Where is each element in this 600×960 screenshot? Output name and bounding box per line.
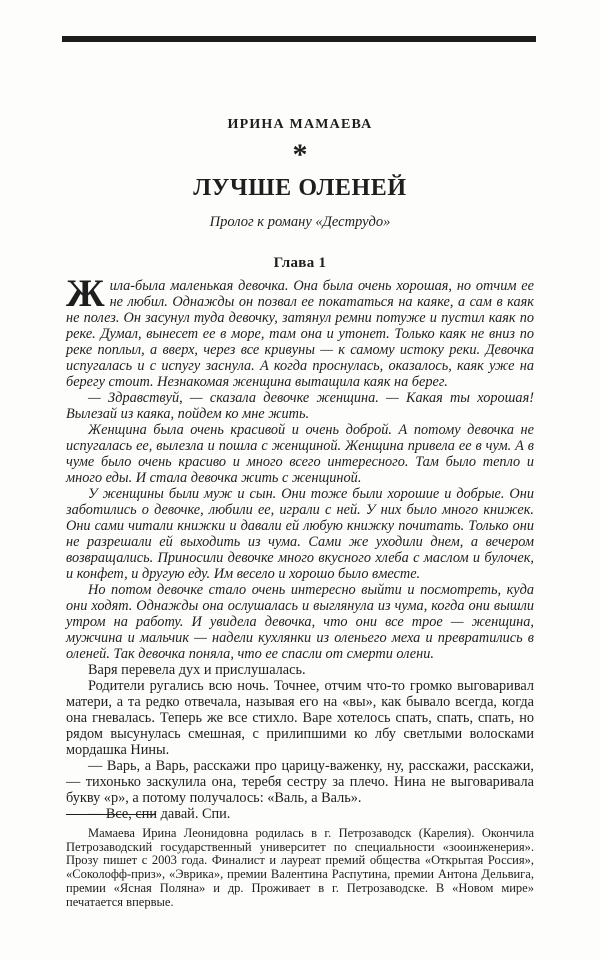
story-title: ЛУЧШЕ ОЛЕНЕЙ xyxy=(193,175,407,201)
author-name: ИРИНА МАМАЕВА xyxy=(227,117,373,132)
story-paragraph: — Варь, а Варь, расскажи про царицу-важенку, ну, расскажи, расскажи, — тихонько заскулила она, теребя сестру за плечо. Нина не выговаривала букву «р», а потому получалось: «Валь, а Валь». xyxy=(66,758,534,806)
story-paragraph: Родители ругались всю ночь. Точнее, отчим что-то громко выговаривал матери, а та редко отвечала, называя его на «вы», как бывало всегда, когда она гневалась. Теперь же все стихло. Варе хотелось спать, спать, спать, но рядом высунулась смешная, с прилипшими ко лбу светлыми волосками мордашка Нины. xyxy=(66,678,534,758)
header-double-rule xyxy=(62,36,536,42)
author-bio-footnote xyxy=(66,814,534,909)
asterisk-ornament: * xyxy=(292,138,308,171)
book-page xyxy=(0,36,600,960)
story-paragraph: Жила-была маленькая девочка. Она была очень хорошая, но отчим ее не любил. Однажды он позвал ее покататься на каяке, а сам в каяк не полез. Он засунул туда девочку, затянул ремни потуже и пустил каяк по реке. Думал, вынесет ее в море, там она и утонет. Только каяк не вниз по реке поплыл, а вверх, через все кривуны — к самому истоку реки. Девочка испугалась и с испугу заснула. А когда проснулась, оказалось, каяк уже на берегу стоит. Незнакомая женщина вытащила каяк на берег. xyxy=(66,272,534,390)
chapter-heading: Глава 1 xyxy=(273,255,327,271)
story-paragraph: Но потом девочке стало очень интересно выйти и посмотреть, куда они ходят. Однажды она ослушалась и выглянула из чума, когда они вышли утром на работу. И увидела девочка, что они все трое — женщина, мужчина и мальчик — надели кухлянки из оленьего меха и превратились в оленей. Так девочка поняла, что ее спасли от смерти олени. xyxy=(66,582,534,662)
story-paragraph: — Здравствуй, — сказала девочке женщина. — Какая ты хорошая! Вылезай из каяка, пойдем ко мне жить. xyxy=(66,390,534,422)
story-subtitle: Пролог к роману «Деструдо» xyxy=(209,214,391,230)
story-paragraph: У женщины были муж и сын. Они тоже были хорошие и добрые. Они заботились о девочке, любили ее, играли с ней. У них было много книжек. Они сами читали книжки и давали ей любую книжку почитать. Только они не разрешали ей выходить из чума. Сами же уходили днем, а вечером возвращались. Приносили девочке много вкусного хлеба с маслом и булочек, и конфет, и другую еду. Им весело и хорошо было вместе. xyxy=(66,486,534,582)
story-paragraph: Варя перевела дух и прислушалась. xyxy=(88,662,306,678)
story-text xyxy=(66,272,534,822)
story-paragraph: Женщина была очень красивой и очень доброй. А потому девочка не испугалась ее, вылезла и пошла с женщиной. Женщина привела ее в чум. А в чуме было очень красиво и много всего интересного. Там было тепло и много еды. И стала девочка жить с женщиной. xyxy=(66,422,534,486)
footnote-rule xyxy=(66,814,156,815)
story-paragraph: — Все, спи давай. Спи. xyxy=(88,806,231,822)
drop-cap-letter: Ж xyxy=(66,272,105,315)
author-bio-text: Мамаева Ирина Леонидовна родилась в г. Петрозаводск (Карелия). Окончила Петрозаводский государственный университет по специальности «зооинженерия». Прозу пишет с 2003 года. Финалист и лауреат премий общества «Открытая Россия», «Соколофф-приз», «Эврика», премии Валентина Распутина, премии Антона Дельвига, премии «Ясная Поляна» и др. Проживает в г. Петрозаводске. В «Новом мире» печатается впервые. xyxy=(66,826,534,909)
